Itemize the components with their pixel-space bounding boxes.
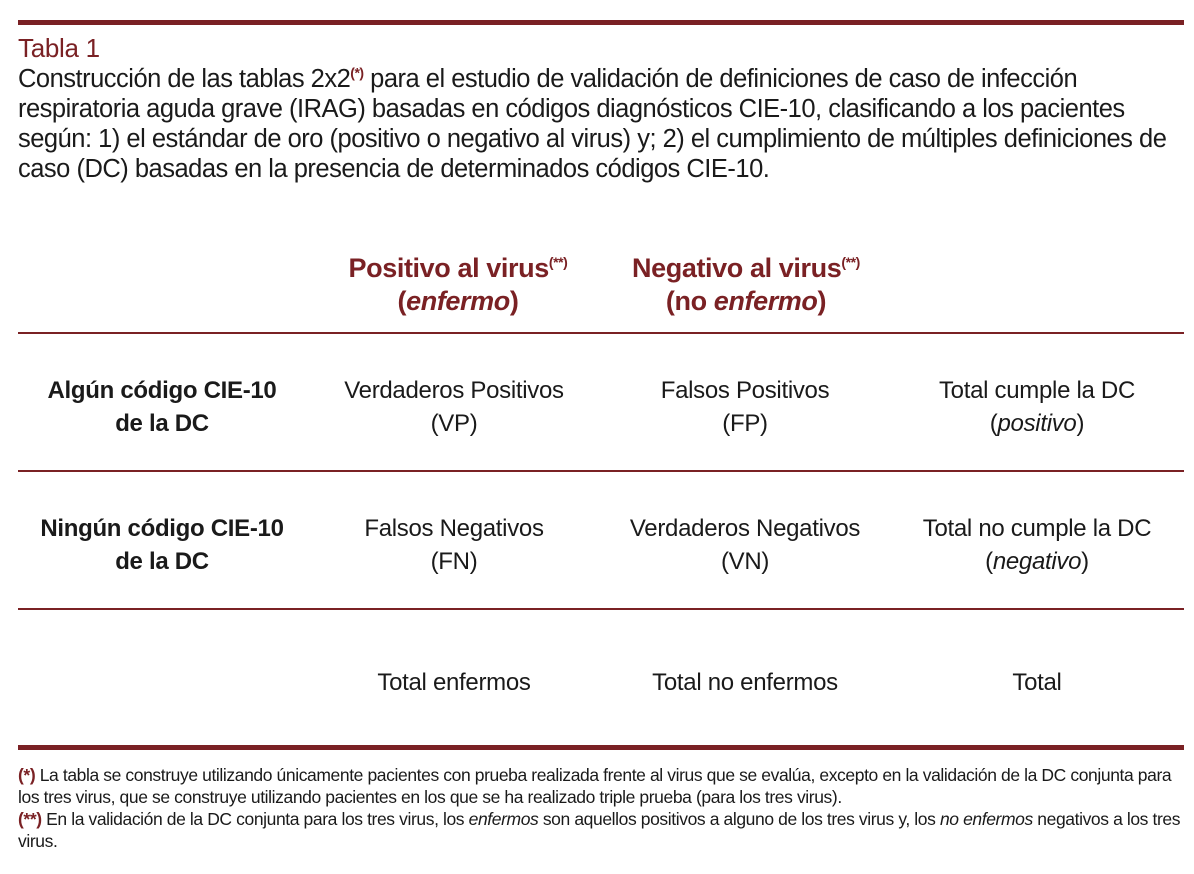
cell-total-negative-open: ( xyxy=(985,548,993,575)
column-header-positive-close: ) xyxy=(509,286,519,316)
cell-total-positive-italic: positivo xyxy=(997,410,1077,437)
footnotes xyxy=(18,764,1184,852)
footnote-2 xyxy=(18,808,1184,852)
cell-total-positive-open: ( xyxy=(989,410,998,437)
cell-fp-line1: Falsos Positivos xyxy=(660,377,830,404)
footnote-2-marker: (**) xyxy=(18,809,42,829)
cell-fp-line2: (FP) xyxy=(722,410,768,437)
cell-total-positive-close: ) xyxy=(1076,410,1085,437)
footnote-2-italic-a: enfermos xyxy=(468,809,539,829)
table-caption xyxy=(18,33,1184,184)
top-rule xyxy=(18,20,1184,25)
row-header-some-code xyxy=(22,374,302,440)
cell-vp-line2: (VP) xyxy=(430,410,478,437)
row-header-some-code-line1: Algún código CIE-10 xyxy=(47,377,277,404)
cell-vp xyxy=(304,374,604,440)
footnote-2-text-b: son aquellos positivos a alguno de los tres virus y, los xyxy=(538,809,940,829)
cell-total-negative-italic: negativo xyxy=(992,548,1082,575)
cell-vp-line1: Verdaderos Positivos xyxy=(344,377,564,404)
caption-text-part1: Construcción de las tablas 2x2 xyxy=(18,65,351,93)
column-header-negative-sup: (**) xyxy=(841,254,860,270)
cell-total-positive-line1: Total cumple la DC xyxy=(938,377,1135,404)
column-header-negative xyxy=(596,252,896,318)
cell-fn-line1: Falsos Negativos xyxy=(364,515,544,542)
footnote-1-marker: (*) xyxy=(18,765,36,785)
cell-fp xyxy=(595,374,895,440)
row-rule-2 xyxy=(18,608,1184,610)
cell-total: Total xyxy=(1012,669,1062,696)
column-header-positive-open: ( xyxy=(397,286,407,316)
footnote-2-italic-b: no enfermos xyxy=(939,809,1033,829)
column-header-negative-close: ) xyxy=(817,286,827,316)
footnote-2-text-c: negativos a los tres virus. xyxy=(18,809,1181,851)
header-rule xyxy=(18,332,1184,334)
column-header-positive-italic: enfermo xyxy=(406,286,510,316)
row-header-no-code-line2: de la DC xyxy=(115,548,209,575)
cell-vn-line2: (VN) xyxy=(720,548,770,575)
column-header-positive xyxy=(308,252,608,318)
cell-total-no-enfermos: Total no enfermos xyxy=(652,669,838,696)
cell-total-negative-close: ) xyxy=(1081,548,1089,575)
footnote-1-text: La tabla se construye utilizando únicamente pacientes con prueba realizada frente al virus que se evalúa, excepto en la validación de la DC conjunta para los tres virus, que se construye utilizando pacientes en los que se ha realizado triple prueba (para los tres virus). xyxy=(18,765,1172,807)
caption-text xyxy=(18,64,1184,184)
column-header-negative-open: (no xyxy=(665,286,714,316)
cell-fn xyxy=(304,512,604,578)
footnote-1 xyxy=(18,764,1184,808)
cell-fn-line2: (FN) xyxy=(430,548,478,575)
cell-total-enfermos: Total enfermos xyxy=(377,669,531,696)
row-header-no-code xyxy=(22,512,302,578)
bottom-rule xyxy=(18,745,1184,750)
cell-vn xyxy=(595,512,895,578)
column-header-positive-title: Positivo al virus xyxy=(348,253,549,283)
column-header-negative-italic: enfermo xyxy=(713,286,818,316)
row-header-no-code-line1: Ningún código CIE-10 xyxy=(40,515,284,542)
caption-footnote-marker: (*) xyxy=(350,64,364,81)
cell-total-positive xyxy=(887,374,1187,440)
caption-text-part2: para el estudio de validación de definiciones de caso de infección respiratoria aguda grave (IRAG) basadas en códigos diagnósticos CIE-10, clasificando a los pacientes según: 1) el estándar de oro (positivo o negativo al virus) y; 2) el cumplimiento de múltiples definiciones de caso (DC) basadas en la presencia de determinados códigos CIE-10. xyxy=(18,65,1167,183)
cell-total-negative xyxy=(887,512,1187,578)
column-header-negative-title: Negativo al virus xyxy=(632,253,842,283)
footnote-2-text-a: En la validación de la DC conjunta para los tres virus, los xyxy=(41,809,469,829)
column-header-positive-sup: (**) xyxy=(548,254,568,270)
cell-vn-line1: Verdaderos Negativos xyxy=(629,515,861,542)
cell-total-negative-line1: Total no cumple la DC xyxy=(922,515,1152,542)
row-header-some-code-line2: de la DC xyxy=(115,410,209,437)
row-rule-1 xyxy=(18,470,1184,472)
table-label: Tabla 1 xyxy=(18,33,100,63)
